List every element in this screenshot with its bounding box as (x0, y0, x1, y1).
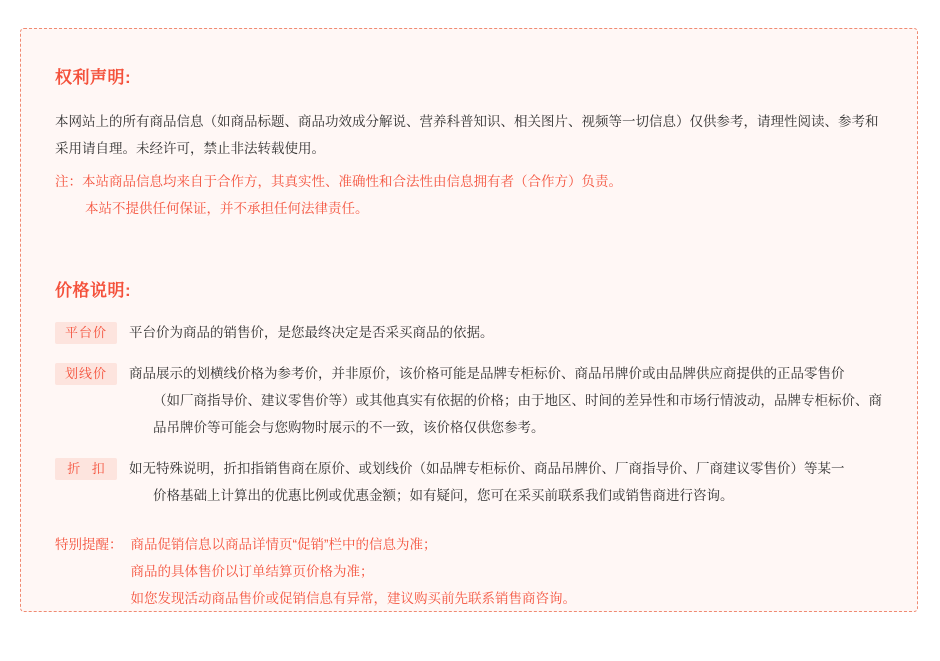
price-tag-platform: 平台价 (55, 322, 117, 344)
rights-notes (55, 168, 883, 222)
rights-statement-title: 权利声明: (55, 68, 132, 87)
price-text-discount (117, 455, 883, 509)
price-text-strikethrough (117, 360, 883, 441)
price-explanation-title: 价格说明: (55, 281, 132, 300)
price-text-strikethrough-sub: （如厂商指导价、建议零售价等）或其他真实有依据的价格；由于地区、时间的差异性和市场行情波动，品牌专柜标价、商品吊牌价等可能会与您购物时展示的不一致，该价格仅供您参考。 (153, 393, 882, 435)
special-notice-line-3: 如您发现活动商品售价或促销信息有异常，建议购买前先联系销售商咨询。 (130, 591, 576, 606)
special-notice-label: 特别提醒： (55, 537, 123, 552)
price-text-strikethrough-main: 商品展示的划横线价格为参考价，并非原价，该价格可能是品牌专柜标价、商品吊牌价或由品牌供应商提供的正品零售价 (129, 366, 845, 381)
rights-statement-paragraph: 本网站上的所有商品信息（如商品标题、商品功效成分解说、营养科普知识、相关图片、视频等一切信息）仅供参考，请理性阅读、参考和采用请自理。未经许可，禁止非法转载使用。 (55, 114, 879, 156)
price-row-platform (55, 319, 883, 346)
special-notice-line-2: 商品的具体售价以订单结算页价格为准； (130, 564, 374, 579)
disclaimer-panel (20, 28, 918, 612)
price-row-strikethrough (55, 360, 883, 441)
special-notice (55, 531, 883, 612)
rights-note-line-1: 注：本站商品信息均来自于合作方，其真实性、准确性和合法性由信息拥有者（合作方）负责。 (55, 174, 622, 189)
special-notice-line-1: 商品促销信息以商品详情页“促销”栏中的信息为准； (130, 537, 437, 552)
price-tag-discount: 折 扣 (55, 458, 117, 480)
price-text-discount-main: 如无特殊说明，折扣指销售商在原价、或划线价（如品牌专柜标价、商品吊牌价、厂商指导价、厂商建议零售价）等某一 (129, 461, 845, 476)
rights-note-line-2: 本站不提供任何保证，并不承担任何法律责任。 (85, 201, 369, 216)
price-text-platform: 平台价为商品的销售价，是您最终决定是否采买商品的依据。 (129, 325, 494, 340)
price-row-discount (55, 455, 883, 509)
special-notice-lines (123, 531, 884, 612)
price-tag-strikethrough: 划线价 (55, 363, 117, 385)
price-text-discount-sub: 价格基础上计算出的优惠比例或优惠金额；如有疑问，您可在采买前联系我们或销售商进行咨询。 (153, 488, 734, 503)
